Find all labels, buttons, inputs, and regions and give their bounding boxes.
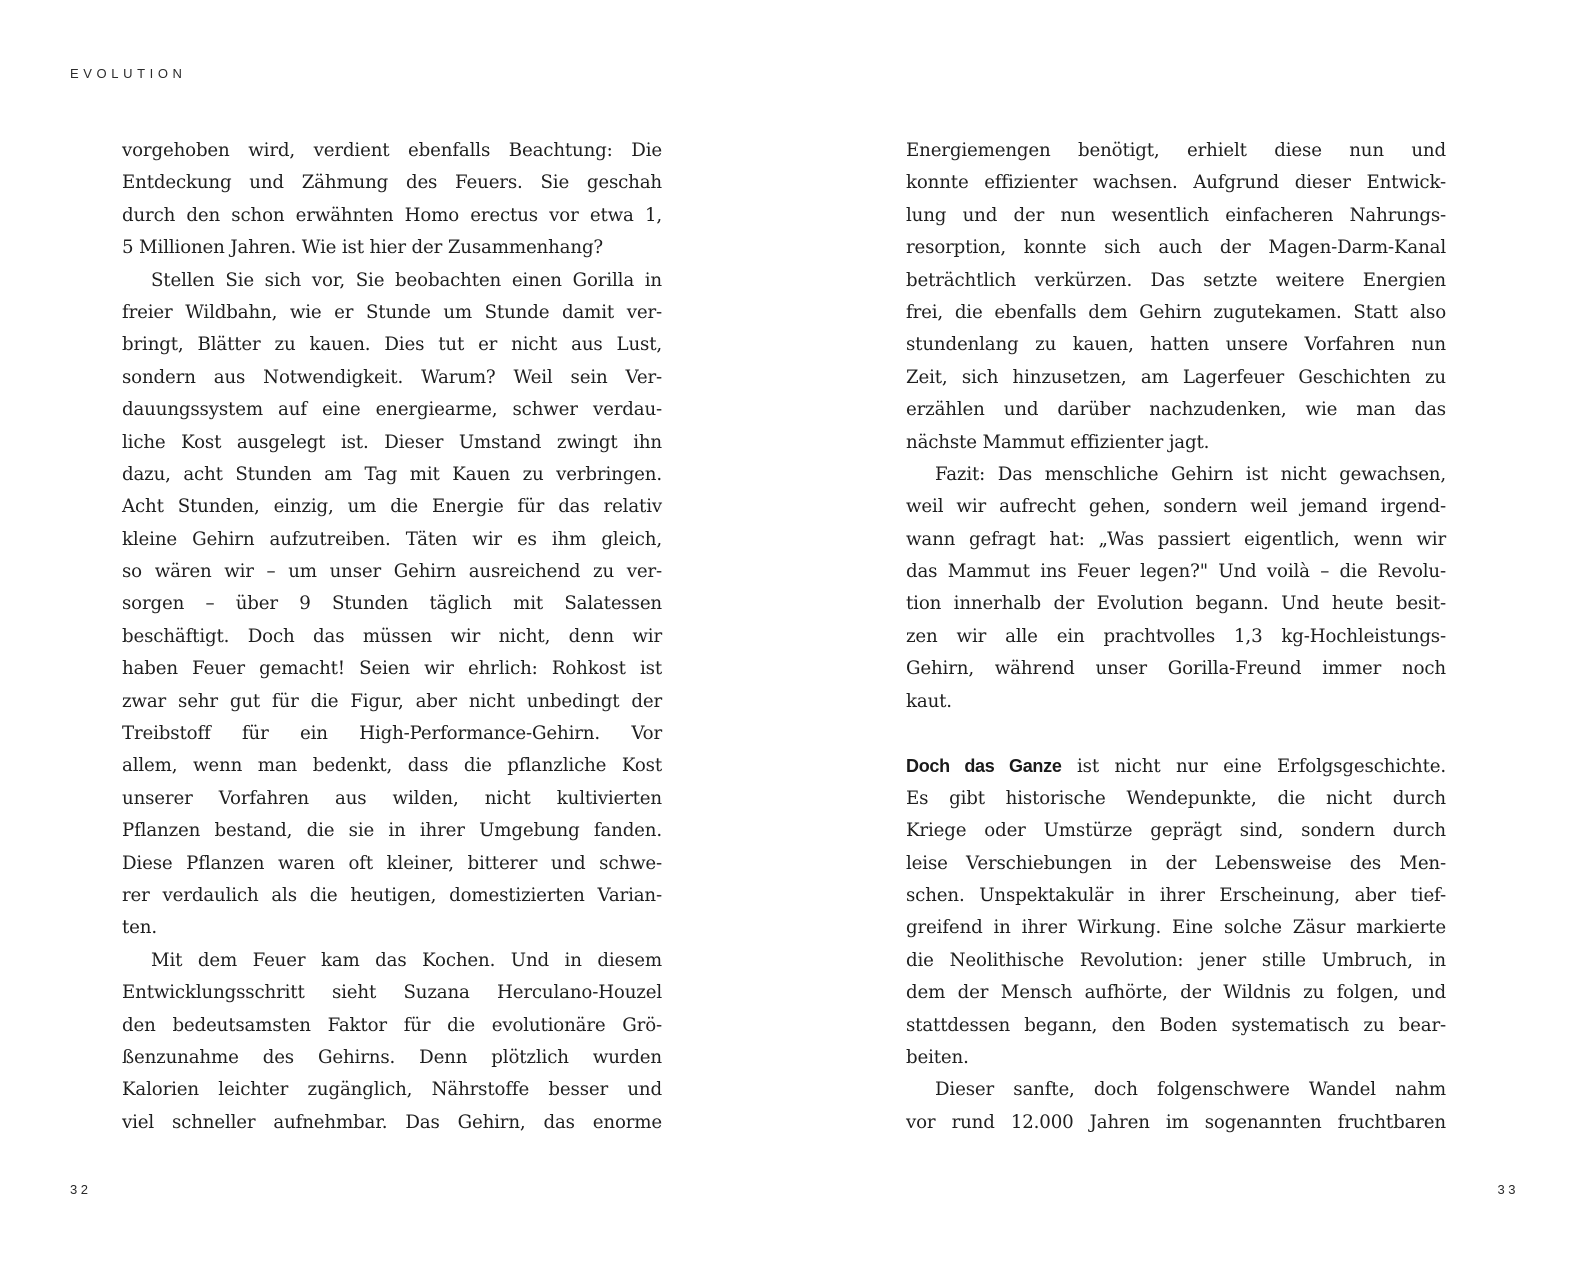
text-line: Pflanzen bestand, die sie in ihrer Umgebung fanden. bbox=[122, 820, 662, 842]
text-line: leise Verschiebungen in der Lebensweise des Men- bbox=[906, 852, 1446, 874]
text-line: tion innerhalb der Evolution begann. Und heute besit- bbox=[906, 593, 1446, 615]
section-lead-in: Doch das Ganze bbox=[906, 756, 1062, 777]
text-line: beträchtlich verkürzen. Das setzte weitere Energien bbox=[906, 269, 1446, 291]
text-line: zen wir alle ein prachtvolles 1,3 kg-Hochleistungs- bbox=[906, 625, 1446, 647]
text-line: unserer Vorfahren aus wilden, nicht kultivierten bbox=[122, 787, 662, 809]
text-line: Gehirn, während unser Gorilla-Freund immer noch bbox=[906, 658, 1446, 680]
page-number-right: 33 bbox=[1497, 1182, 1519, 1197]
text-line: Mit dem Feuer kam das Kochen. Und in diesem bbox=[151, 949, 662, 971]
text-line: viel schneller aufnehmbar. Das Gehirn, das enorme bbox=[122, 1111, 662, 1133]
lead-line-rest: ist nicht nur eine Erfolgsgeschichte. bbox=[1061, 756, 1446, 778]
text-line: resorption, konnte sich auch der Magen-Darm-Kanal bbox=[906, 237, 1446, 259]
text-line: Diese Pflanzen waren oft kleiner, bitterer und schwe- bbox=[122, 852, 662, 874]
text-line: Energiemengen benötigt, erhielt diese nun und bbox=[906, 140, 1446, 161]
text-line: Treibstoff für ein High-Performance-Gehirn. Vor bbox=[122, 723, 662, 745]
text-line: sondern aus Notwendigkeit. Warum? Weil sein Ver- bbox=[122, 366, 662, 388]
text-line: das Mammut ins Feuer legen?" Und voilà – die Revolu- bbox=[906, 561, 1446, 583]
text-line: rer verdaulich als die heutigen, domestizierten Varian- bbox=[122, 884, 662, 906]
text-line: sorgen – über 9 Stunden täglich mit Salatessen bbox=[122, 593, 662, 615]
text-line: schen. Unspektakulär in ihrer Erscheinung, aber tief- bbox=[906, 884, 1446, 906]
paragraph bbox=[122, 945, 662, 1139]
text-line bbox=[906, 750, 1446, 782]
text-line: zwar sehr gut für die Figur, aber nicht unbedingt der bbox=[122, 690, 662, 712]
page-number-left: 32 bbox=[70, 1182, 92, 1197]
text-line: Dieser sanfte, doch folgenschwere Wandel nahm bbox=[935, 1079, 1446, 1101]
text-line: allem, wenn man bedenkt, dass die pflanzliche Kost bbox=[122, 755, 662, 777]
text-line: freier Wildbahn, wie er Stunde um Stunde damit ver- bbox=[122, 301, 662, 323]
paragraph bbox=[906, 459, 1446, 718]
text-line: kaut. bbox=[906, 690, 952, 712]
text-line: den bedeutsamsten Faktor für die evolutionäre Grö- bbox=[122, 1014, 662, 1036]
text-line: stattdessen begann, den Boden systematisch zu bear- bbox=[906, 1014, 1446, 1036]
text-line: Es gibt historische Wendepunkte, die nicht durch bbox=[906, 787, 1446, 809]
text-line: nächste Mammut effizienter jagt. bbox=[906, 431, 1210, 453]
text-line: Entwicklungsschritt sieht Suzana Herculano-Houzel bbox=[122, 982, 662, 1004]
text-line: weil wir aufrecht gehen, sondern weil jemand irgend- bbox=[906, 496, 1446, 518]
text-line: Kriege oder Umstürze geprägt sind, sondern durch bbox=[906, 820, 1446, 842]
text-line: wann gefragt hat: „Was passiert eigentlich, wenn wir bbox=[906, 528, 1446, 550]
text-line: stundenlang zu kauen, hatten unsere Vorfahren nun bbox=[906, 334, 1446, 356]
text-line: ten. bbox=[122, 917, 157, 939]
running-head: EVOLUTION bbox=[70, 66, 187, 81]
paragraph bbox=[906, 718, 1446, 1074]
text-line: 5 Millionen Jahren. Wie ist hier der Zusammenhang? bbox=[122, 237, 604, 259]
paragraph bbox=[122, 135, 662, 265]
text-line: Stellen Sie sich vor, Sie beobachten einen Gorilla in bbox=[151, 269, 662, 291]
text-line: bringt, Blätter zu kauen. Dies tut er nicht aus Lust, bbox=[122, 334, 662, 356]
text-line: Acht Stunden, einzig, um die Energie für das relativ bbox=[122, 496, 662, 518]
text-line: kleine Gehirn aufzutreiben. Täten wir es ihm gleich, bbox=[122, 528, 662, 550]
right-page-text bbox=[906, 135, 1446, 1139]
text-line: frei, die ebenfalls dem Gehirn zugutekamen. Statt also bbox=[906, 301, 1446, 323]
paragraph bbox=[906, 135, 1446, 459]
text-line: dem der Mensch aufhörte, der Wildnis zu folgen, und bbox=[906, 982, 1446, 1004]
section-break bbox=[906, 718, 1446, 750]
text-line: liche Kost ausgelegt ist. Dieser Umstand zwingt ihn bbox=[122, 431, 662, 453]
text-line: beiten. bbox=[906, 1046, 969, 1068]
text-line: erzählen und darüber nachzudenken, wie man das bbox=[906, 399, 1446, 421]
text-line: haben Feuer gemacht! Seien wir ehrlich: Rohkost ist bbox=[122, 658, 662, 680]
text-line: vorgehoben wird, verdient ebenfalls Beachtung: Die bbox=[122, 140, 662, 161]
left-page-text bbox=[122, 135, 662, 1139]
paragraph bbox=[906, 1074, 1446, 1139]
text-line: durch den schon erwähnten Homo erectus vor etwa 1, bbox=[122, 204, 662, 226]
text-line: vor rund 12.000 Jahren im sogenannten fruchtbaren bbox=[906, 1111, 1446, 1133]
text-line: so wären wir – um unser Gehirn ausreichend zu ver- bbox=[122, 561, 662, 583]
text-line: die Neolithische Revolution: jener stille Umbruch, in bbox=[906, 949, 1446, 971]
text-line: lung und der nun wesentlich einfacheren Nahrungs- bbox=[906, 204, 1446, 226]
text-line: konnte effizienter wachsen. Aufgrund dieser Entwick- bbox=[906, 172, 1446, 194]
text-line: Fazit: Das menschliche Gehirn ist nicht gewachsen, bbox=[935, 463, 1446, 485]
text-line: ßenzunahme des Gehirns. Denn plötzlich wurden bbox=[122, 1046, 662, 1068]
text-line: Zeit, sich hinzusetzen, am Lagerfeuer Geschichten zu bbox=[906, 366, 1446, 388]
text-line: greifend in ihrer Wirkung. Eine solche Zäsur markierte bbox=[906, 917, 1446, 939]
text-line: dazu, acht Stunden am Tag mit Kauen zu verbringen. bbox=[122, 463, 662, 485]
text-line: beschäftigt. Doch das müssen wir nicht, denn wir bbox=[122, 625, 662, 647]
paragraph bbox=[122, 265, 662, 945]
text-line: dauungssystem auf eine energiearme, schwer verdau- bbox=[122, 399, 662, 421]
text-line: Kalorien leichter zugänglich, Nährstoffe besser und bbox=[122, 1079, 662, 1101]
text-line: Entdeckung und Zähmung des Feuers. Sie geschah bbox=[122, 172, 662, 194]
